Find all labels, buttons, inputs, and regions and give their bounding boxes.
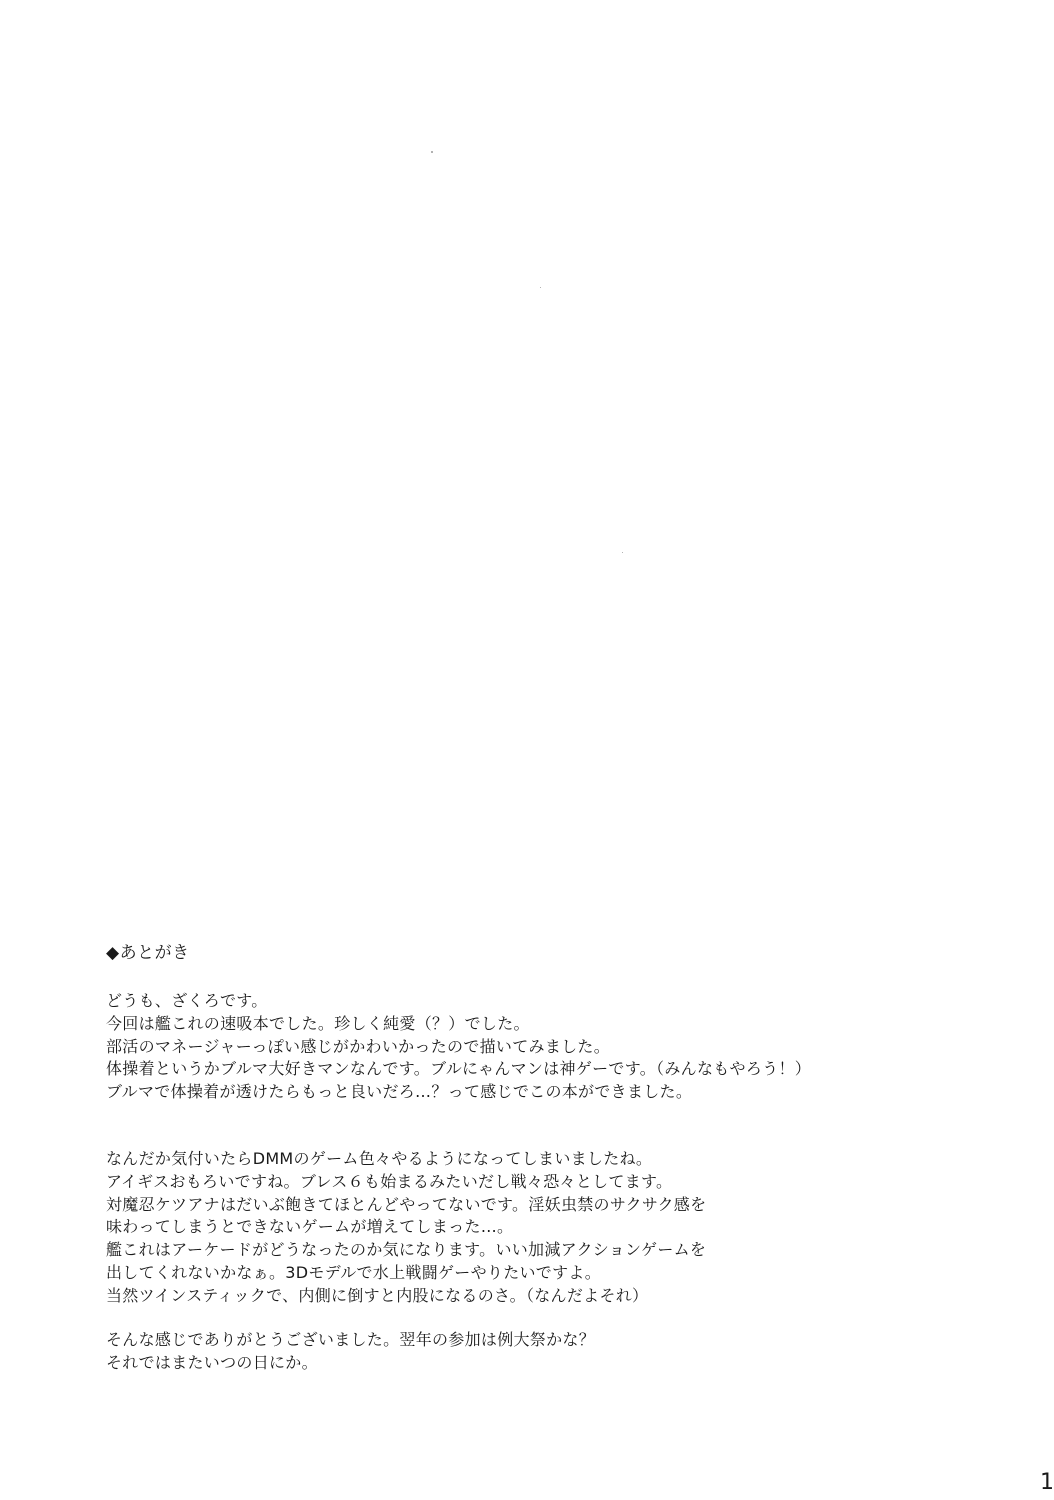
text-line: 今回は艦これの速吸本でした。珍しく純愛（？）でした。 (106, 1013, 530, 1033)
text-line: そんな感じでありがとうございました。翌年の参加は例大祭かな？ (106, 1330, 596, 1349)
text-line: 部活のマネージャーっぽい感じがかわいかったので描いてみました。 (106, 1036, 611, 1056)
afterword-paragraph-2 (106, 1148, 706, 1308)
afterword-paragraph-1 (106, 990, 811, 1104)
text-line: 艦これはアーケードがどうなったのか気になります。いい加減アクションゲームを (106, 1240, 707, 1260)
afterword-paragraph-3 (106, 1329, 595, 1375)
text-line: 当然ツインスティックで、内側に倒すと内股になるのさ。（なんだよそれ） (106, 1285, 649, 1305)
scan-speck (622, 552, 623, 553)
text-line: なんだか気付いたらDMMのゲーム色々やるようになってしまいましたね。 (106, 1149, 653, 1168)
text-line: 対魔忍ケツアナはだいぶ飽きてほとんどやってないです。淫妖虫禁のサクサク感を (106, 1194, 707, 1214)
text-line: アイギスおもろいですね。ブレス６も始まるみたいだし戦々恐々としてます。 (106, 1171, 673, 1191)
text-line: 味わってしまうとできないゲームが増えてしまった…。 (106, 1217, 514, 1237)
text-line: ブルマで体操着が透けたらもっと良いだろ…？って感じでこの本ができました。 (106, 1082, 693, 1102)
scan-speck (431, 151, 433, 153)
text-line: どうも、ざくろです。 (106, 991, 268, 1010)
afterword-heading: ◆あとがき (106, 943, 190, 963)
text-line: それではまたいつの日にか。 (106, 1352, 318, 1372)
text-line: 出してくれないかなぁ。3Dモデルで水上戦闘ゲーやりたいですよ。 (106, 1262, 602, 1282)
scan-speck (540, 287, 541, 288)
text-line: 体操着というかブルマ大好きマンなんです。ブルにゃんマンは神ゲーです。（みんなもやろう！） (106, 1059, 812, 1079)
page-number: 1 (1040, 1470, 1054, 1495)
